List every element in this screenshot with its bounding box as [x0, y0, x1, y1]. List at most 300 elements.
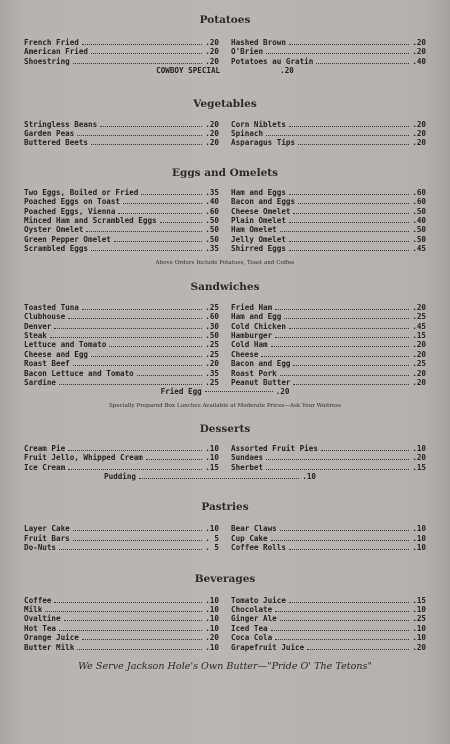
item-price: .45 — [412, 321, 426, 331]
item-price: .35 — [205, 368, 219, 378]
leader-dots — [54, 602, 202, 603]
item-name: Milk — [24, 605, 43, 614]
menu-item — [231, 633, 426, 642]
item-price: .60 — [412, 187, 426, 197]
menu-item — [24, 596, 219, 605]
menu-item — [231, 197, 426, 206]
leader-dots — [289, 126, 409, 127]
leader-dots — [50, 337, 202, 338]
leader-dots — [118, 213, 202, 214]
item-name: Potatoes au Gratin — [231, 56, 314, 66]
item-price: .50 — [205, 330, 219, 340]
item-name: Shirred Eggs — [231, 244, 286, 254]
menu-item — [231, 359, 426, 368]
leader-dots — [298, 144, 409, 145]
menu-item — [231, 378, 426, 387]
item-name: Assorted Fruit Pies — [231, 443, 318, 453]
menu-list — [24, 188, 219, 254]
item-name: Oyster Omelet — [24, 225, 84, 235]
item-price: .25 — [412, 312, 426, 322]
leader-dots — [77, 135, 202, 136]
item-price: .50 — [412, 234, 426, 244]
menu-item — [231, 47, 426, 56]
leader-dots — [91, 144, 202, 145]
menu-item — [24, 303, 219, 312]
leader-dots — [266, 53, 409, 54]
item-price: .20 — [412, 119, 426, 129]
leader-dots — [271, 346, 409, 347]
item-price: .30 — [205, 321, 219, 331]
section-desserts — [24, 423, 426, 482]
item-price: .10 — [205, 623, 219, 633]
section-eggs — [24, 167, 426, 267]
item-name: Cheese Omelet — [231, 206, 291, 216]
leader-dots — [275, 337, 409, 338]
menu-item — [231, 369, 426, 378]
menu-item — [231, 322, 426, 331]
item-price: .25 — [412, 359, 426, 369]
leader-dots — [307, 649, 409, 650]
item-price: .50 — [205, 234, 219, 244]
item-price: .15 — [412, 330, 426, 340]
item-price: .50 — [205, 216, 219, 226]
menu-item — [24, 225, 219, 234]
leader-dots — [275, 611, 409, 612]
item-price: .40 — [205, 197, 219, 207]
footer-slogan: We Serve Jackson Hole's Own Butter—"Pride O' The Tetons" — [78, 661, 372, 673]
item-name: American Fried — [24, 47, 89, 57]
menu-item — [24, 47, 219, 56]
leader-dots — [289, 549, 409, 550]
item-name: Ham Omelet — [231, 225, 277, 235]
item-name: Hot Tea — [24, 623, 57, 633]
menu-item — [24, 57, 219, 66]
menu-list — [231, 188, 426, 254]
menu-item — [24, 453, 219, 462]
item-price: .35 — [205, 187, 219, 197]
menu-item — [231, 444, 426, 453]
item-price: .60 — [205, 206, 219, 216]
menu-item — [24, 207, 219, 216]
menu-item — [231, 340, 426, 349]
leader-dots — [77, 649, 202, 650]
menu-item — [231, 605, 426, 614]
menu-item — [231, 624, 426, 633]
item-price: .50 — [412, 225, 426, 235]
item-price: .25 — [205, 302, 219, 312]
item-price: .10 — [412, 443, 426, 453]
leader-dots — [289, 241, 409, 242]
item-name: Cup Cake — [231, 533, 268, 543]
item-price: .10 — [412, 533, 426, 543]
menu-item — [24, 312, 219, 321]
item-name: Iced Tea — [231, 623, 268, 633]
menu-item — [24, 197, 219, 206]
menu-item — [231, 543, 426, 552]
item-name: Poached Eggs on Toast — [24, 197, 121, 207]
menu-item — [24, 643, 219, 652]
menu-list — [231, 444, 426, 472]
leader-dots — [64, 620, 202, 621]
item-name: Hamburger — [231, 330, 273, 340]
leader-dots — [137, 375, 202, 376]
special-name: Fried Egg — [160, 387, 202, 397]
menu-item — [231, 57, 426, 66]
item-name: Scrambled Eggs — [24, 244, 89, 254]
menu-list — [231, 120, 426, 148]
item-price: .20 — [412, 368, 426, 378]
leader-dots — [280, 375, 409, 376]
menu-item — [24, 120, 219, 129]
item-name: Poached Eggs, Vienna — [24, 206, 116, 216]
item-price: .60 — [205, 312, 219, 322]
item-name: Peanut Butter — [231, 377, 291, 387]
item-name: Denver — [24, 321, 52, 331]
item-price: .25 — [412, 614, 426, 624]
item-price: .20 — [205, 38, 219, 47]
item-price: .20 — [412, 453, 426, 463]
item-price: .15 — [205, 462, 219, 472]
item-price: .60 — [412, 197, 426, 207]
leader-dots — [141, 194, 202, 195]
item-name: Bear Claws — [231, 524, 277, 534]
section-potatoes — [24, 14, 426, 76]
menu-list — [231, 303, 426, 388]
menu-list — [231, 38, 426, 66]
leader-dots — [73, 530, 202, 531]
menu-item — [231, 138, 426, 147]
item-price: .20 — [412, 642, 426, 652]
menu-item — [24, 614, 219, 623]
item-price: .50 — [205, 225, 219, 235]
item-name: Fruit Jello, Whipped Cream — [24, 453, 143, 463]
section-pastries — [24, 501, 426, 552]
item-name: Ovaltine — [24, 614, 61, 624]
menu-item — [24, 138, 219, 147]
item-name: Bacon and Egg — [231, 359, 291, 369]
item-name: Toasted Tuna — [24, 302, 79, 312]
leader-dots — [266, 469, 409, 470]
special-price: .10 — [302, 471, 316, 481]
leader-dots — [100, 126, 202, 127]
item-name: Coca Cola — [231, 633, 273, 643]
item-name: Do-Nuts — [24, 543, 57, 553]
item-price: .20 — [412, 349, 426, 359]
menu-item — [24, 129, 219, 138]
leader-dots — [261, 356, 409, 357]
leader-dots — [82, 44, 202, 45]
item-name: Hashed Brown — [231, 38, 286, 47]
item-price: . 5 — [205, 543, 219, 553]
item-price: .20 — [412, 38, 426, 47]
leader-dots — [73, 63, 202, 64]
item-price: .15 — [412, 462, 426, 472]
item-name: Fruit Bars — [24, 533, 70, 543]
item-name: Cream Pie — [24, 443, 66, 453]
menu-item — [24, 605, 219, 614]
item-name: Cheese and Egg — [24, 349, 89, 359]
special-price: .20 — [275, 387, 290, 397]
item-price: .40 — [412, 216, 426, 226]
leader-dots — [68, 469, 202, 470]
item-price: .10 — [412, 633, 426, 643]
item-name: Garden Peas — [24, 129, 75, 139]
leader-dots — [280, 620, 409, 621]
leader-dots — [73, 365, 202, 366]
menu-item — [24, 340, 219, 349]
item-price: .20 — [412, 377, 426, 387]
sandwiches-note: Specially Prepared Box Lunches Available at Moderate Prices—Ask Your Waitress — [108, 402, 342, 409]
menu-item — [24, 633, 219, 642]
item-price: .20 — [412, 138, 426, 148]
menu-item — [231, 463, 426, 472]
menu-item — [231, 225, 426, 234]
leader-dots — [91, 53, 202, 54]
item-name: Bacon and Eggs — [231, 197, 296, 207]
menu-item — [231, 453, 426, 462]
item-name: Coffee Rolls — [231, 543, 286, 553]
item-name: Cold Chicken — [231, 321, 286, 331]
item-price: .50 — [412, 206, 426, 216]
leader-dots — [289, 328, 409, 329]
leader-dots — [146, 459, 202, 460]
leader-dots — [114, 241, 202, 242]
leader-dots — [271, 630, 409, 631]
item-name: Roast Pork — [231, 368, 277, 378]
menu-item — [24, 369, 219, 378]
leader-dots — [298, 203, 409, 204]
item-name: Clubhouse — [24, 312, 66, 322]
special-price: .20 — [280, 66, 294, 76]
leader-dots — [109, 346, 202, 347]
item-price: .10 — [205, 642, 219, 652]
leader-dots — [68, 450, 202, 451]
menu-item — [231, 534, 426, 543]
leader-dots — [82, 639, 202, 640]
item-price: .10 — [412, 524, 426, 534]
item-price: .20 — [205, 359, 219, 369]
leader-dots — [82, 309, 202, 310]
fried-egg-special — [24, 387, 426, 396]
item-price: .25 — [205, 340, 219, 350]
menu-item — [24, 444, 219, 453]
menu-item — [24, 216, 219, 225]
item-name: Spinach — [231, 129, 264, 139]
leader-dots — [91, 250, 202, 251]
item-name: Ice Cream — [24, 462, 66, 472]
item-name: Asparagus Tips — [231, 138, 296, 148]
item-name: Green Pepper Omelet — [24, 234, 111, 244]
item-price: .35 — [205, 244, 219, 254]
item-price: .10 — [205, 453, 219, 463]
item-name: Grapefruit Juice — [231, 642, 305, 652]
item-name: Fried Ham — [231, 302, 273, 312]
item-name: Stringless Beans — [24, 119, 98, 129]
item-price: .20 — [412, 47, 426, 57]
item-name: O'Brien — [231, 47, 264, 57]
menu-list — [24, 120, 219, 148]
leader-dots — [321, 450, 409, 451]
section-title-vegetables: Vegetables — [193, 97, 257, 110]
item-price: .20 — [205, 129, 219, 139]
menu-list — [24, 596, 219, 652]
menu-item — [24, 322, 219, 331]
item-name: Coffee — [24, 595, 52, 605]
menu-item — [24, 244, 219, 253]
item-price: .10 — [205, 524, 219, 534]
leader-dots — [289, 602, 409, 603]
item-price: .20 — [412, 302, 426, 312]
leader-dots — [289, 222, 409, 223]
leader-dots — [68, 318, 202, 319]
menu-item — [231, 244, 426, 253]
menu-item — [231, 120, 426, 129]
section-title-sandwiches: Sandwiches — [190, 280, 260, 293]
leader-dots — [293, 384, 409, 385]
leader-dots — [266, 135, 409, 136]
menu-item — [231, 643, 426, 652]
item-price: .45 — [412, 244, 426, 254]
item-name: Ginger Ale — [231, 614, 277, 624]
menu-item — [231, 350, 426, 359]
item-price: .10 — [205, 595, 219, 605]
section-sandwiches — [24, 281, 426, 410]
menu-item — [231, 596, 426, 605]
item-price: .20 — [205, 633, 219, 643]
item-price: .10 — [205, 443, 219, 453]
item-price: .10 — [412, 605, 426, 614]
menu-list — [24, 444, 219, 472]
item-name: Ham and Egg — [231, 312, 282, 322]
menu-item — [231, 235, 426, 244]
item-name: Butter Milk — [24, 642, 75, 652]
menu-item — [231, 331, 426, 340]
menu-item — [24, 463, 219, 472]
special-name: COWBOY SPECIAL — [156, 66, 221, 76]
leader-dots — [293, 365, 409, 366]
leader-dots — [45, 611, 202, 612]
menu-item — [231, 188, 426, 197]
item-name: Jelly Omelet — [231, 234, 286, 244]
item-price: .20 — [205, 56, 219, 66]
menu-item — [231, 614, 426, 623]
leader-dots — [275, 309, 409, 310]
leader-dots — [160, 222, 202, 223]
leader-dots — [86, 231, 202, 232]
menu-item — [24, 350, 219, 359]
leader-dots — [275, 639, 409, 640]
leader-dots — [280, 231, 409, 232]
item-name: Buttered Beets — [24, 138, 89, 148]
item-price: . 5 — [205, 533, 219, 543]
item-price: .25 — [205, 377, 219, 387]
leader-dots — [284, 318, 409, 319]
item-price: .10 — [412, 623, 426, 633]
item-name: Orange Juice — [24, 633, 79, 643]
section-title-desserts: Desserts — [199, 422, 251, 435]
menu-list — [24, 524, 219, 552]
item-name: Lettuce and Tomato — [24, 340, 107, 350]
item-name: Sherbet — [231, 462, 264, 472]
menu-item — [24, 378, 219, 387]
leader-dots — [266, 459, 409, 460]
leader-dots — [59, 384, 202, 385]
menu-list — [231, 596, 426, 652]
menu-item — [231, 303, 426, 312]
leader-dots — [293, 213, 409, 214]
item-name: Cold Ham — [231, 340, 268, 350]
item-price: .20 — [205, 138, 219, 148]
leader-dots — [280, 530, 409, 531]
item-price: .15 — [412, 595, 426, 605]
menu-item — [24, 359, 219, 368]
section-beverages — [24, 573, 426, 652]
item-price: .20 — [412, 129, 426, 139]
leader-dots — [289, 194, 409, 195]
leader-dots — [289, 250, 409, 251]
item-name: Cheese — [231, 349, 259, 359]
item-name: Sardine — [24, 377, 57, 387]
item-price: .40 — [412, 56, 426, 66]
menu-item — [231, 216, 426, 225]
cowboy-special — [24, 66, 426, 75]
item-name: Roast Beef — [24, 359, 70, 369]
menu-item — [231, 312, 426, 321]
special-name: Pudding — [104, 471, 137, 481]
item-price: .10 — [412, 543, 426, 553]
menu-item — [24, 543, 219, 552]
leader-dots — [91, 356, 202, 357]
item-name: Plain Omelet — [231, 216, 286, 226]
item-name: Layer Cake — [24, 524, 70, 534]
pudding-item — [104, 472, 316, 481]
item-name: Minced Ham and Scrambled Eggs — [24, 216, 157, 226]
leader-dots — [73, 540, 202, 541]
section-title-beverages: Beverages — [194, 572, 256, 585]
item-name: Shoestring — [24, 56, 70, 66]
item-price: .20 — [205, 119, 219, 129]
leader-dots — [316, 63, 409, 64]
item-price: .10 — [205, 614, 219, 624]
item-name: French Fried — [24, 38, 79, 47]
item-name: Tomato Juice — [231, 595, 286, 605]
eggs-note: Above Orders Include Potatoes, Toast and Coffee — [155, 259, 295, 266]
item-price: .20 — [205, 47, 219, 57]
item-price: .25 — [205, 349, 219, 359]
item-name: Steak — [24, 330, 47, 340]
leader-dots — [271, 540, 409, 541]
item-name: Ham and Eggs — [231, 187, 286, 197]
section-title-eggs: Eggs and Omelets — [171, 166, 279, 179]
leader-dots — [54, 328, 202, 329]
leader-dots — [123, 203, 202, 204]
menu-item — [24, 524, 219, 533]
menu-item — [24, 534, 219, 543]
menu-list — [24, 38, 219, 66]
menu-item — [24, 38, 219, 47]
item-price: .10 — [205, 605, 219, 614]
menu-list — [24, 303, 219, 388]
menu-item — [24, 188, 219, 197]
section-title-pastries: Pastries — [201, 501, 249, 514]
leader-dots — [59, 549, 202, 550]
section-vegetables — [24, 98, 426, 148]
menu-list — [231, 524, 426, 552]
item-price: .20 — [412, 340, 426, 350]
item-name: Sundaes — [231, 453, 264, 463]
section-title-potatoes: Potatoes — [199, 14, 251, 26]
item-name: Chocolate — [231, 605, 273, 614]
